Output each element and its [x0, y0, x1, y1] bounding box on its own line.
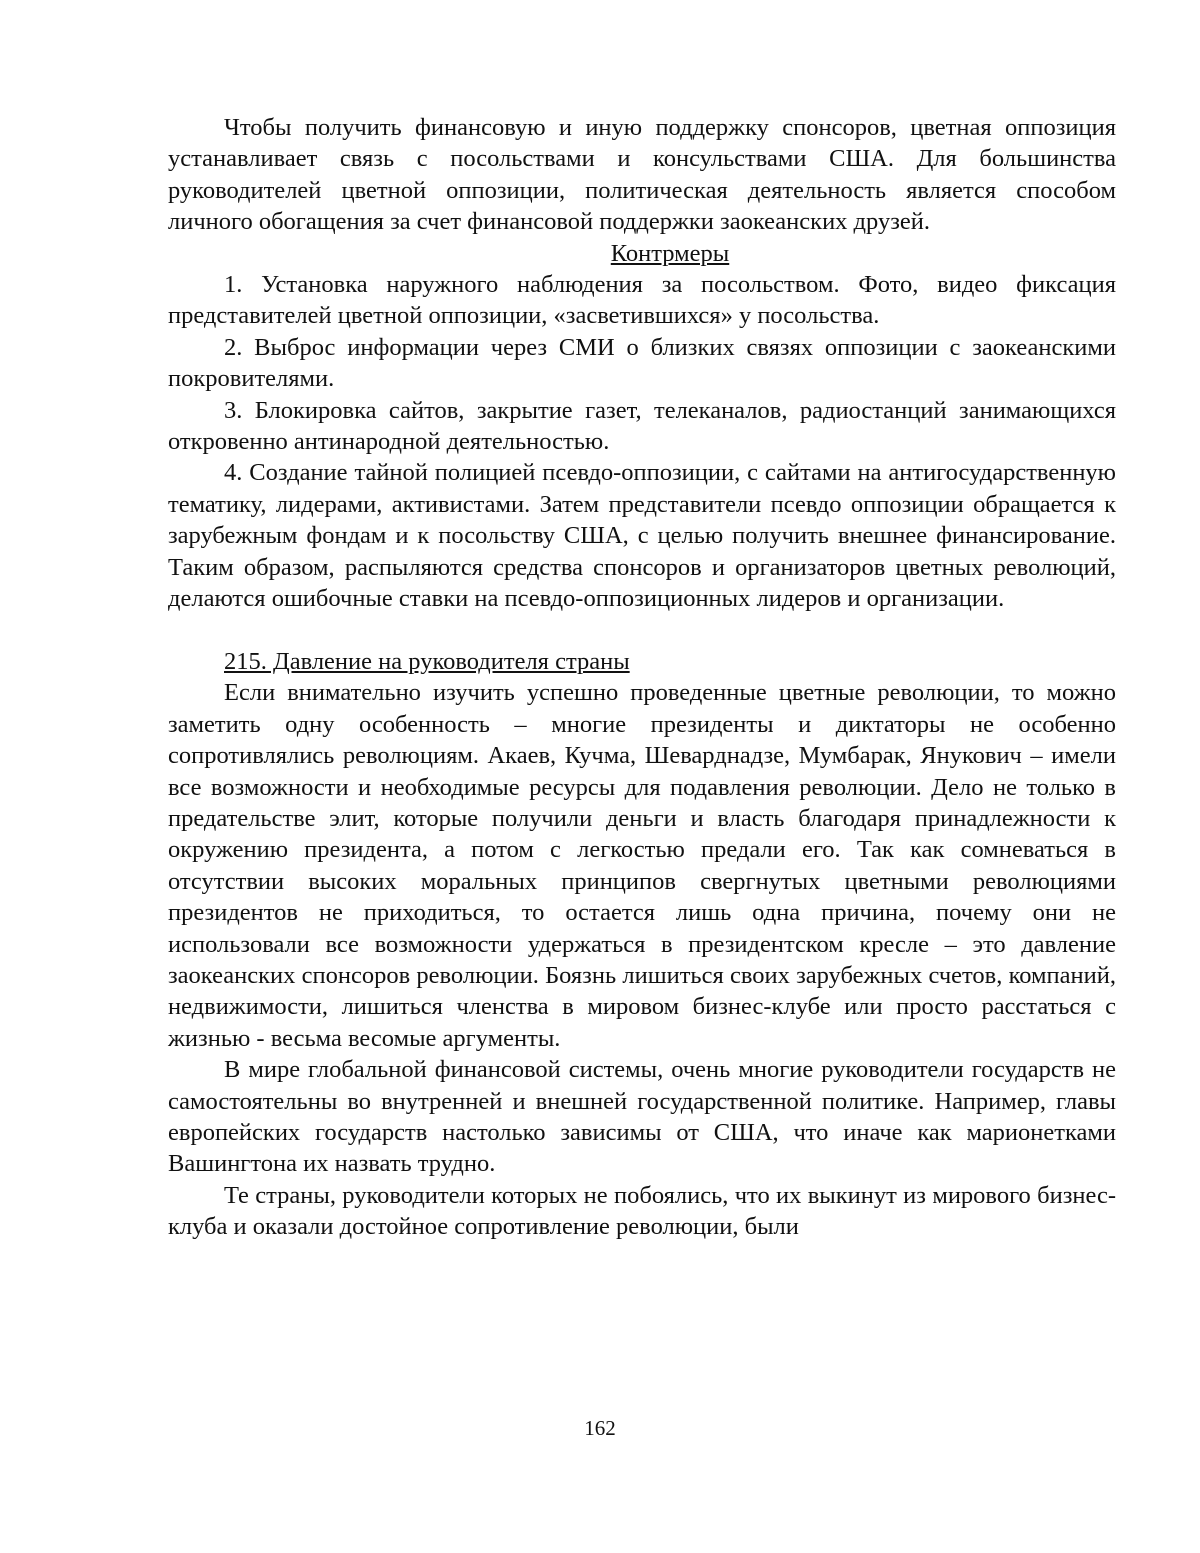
- page-number: 162: [584, 1416, 616, 1440]
- countermeasure-item-2: 2. Выброс информации через СМИ о близких связях оппозиции с заокеанскими покровителями.: [168, 333, 1116, 393]
- section-heading: [168, 646, 1116, 677]
- countermeasures-heading: [168, 238, 1116, 269]
- document-page: [168, 112, 1116, 1243]
- countermeasure-item-1: 1. Установка наружного наблюдения за посольством. Фото, видео фиксация представителей цветной оппозиции, «засветившихся» у посольства.: [168, 271, 1116, 330]
- intro-paragraph: Чтобы получить финансовую и иную поддержку спонсоров, цветная оппозиция устанавливает связь с посольствами и консульствами США. Для большинства руководителей цветной оппозиции, политическая деятельность является способом личного обогащения за счет финансовой поддержки заокеанских друзей.: [168, 114, 1116, 236]
- countermeasure-item-4: 4. Создание тайной полицией псевдо-оппозиции, с сайтами на антигосударственную тематику, лидерами, активистами. Затем представители псевдо оппозиции обращается к зарубежным фондам и к посольству США, с целью получить внешнее финансирование. Таким образом, распыляются средства спонсоров и организаторов цветных революций, делаются ошибочные ставки на псевдо-оппозиционных лидеров и организации.: [168, 459, 1116, 613]
- countermeasure-item-3: 3. Блокировка сайтов, закрытие газет, телеканалов, радиостанций занимающихся откровенно антинародной деятельностью.: [168, 396, 1116, 456]
- countermeasures-heading-text: Контрмеры: [610, 239, 730, 267]
- section-paragraph-1: Если внимательно изучить успешно проведенные цветные революции, то можно заметить одну особенность – многие президенты и диктаторы не особенно сопротивлялись революциям. Акаев, Кучма, Шеварднадзе, Мумбарак, Янукович – имели все возможности и необходимые ресурсы для подавления революции. Дело не только в предательстве элит, которые получили деньги и власть благодаря принадлежности к окружению президента, а потом с легкостью предали его. Так как сомневаться в отсутствии высоких моральных принципов свергнутых цветными революциями президентов не приходиться, то остается лишь одна причина, почему они не использовали все возможности удержаться в президентском кресле – это давление заокеанских спонсоров революции. Боязнь лишиться своих зарубежных счетов, компаний, недвижимости, лишиться членства в мировом бизнес-клубе или просто расстаться с жизнью - весьма весомые аргументы.: [168, 679, 1116, 1052]
- section-paragraph-3: Те страны, руководители которых не побоялись, что их выкинут из мирового бизнес-клуба и оказали достойное сопротивление революции, были: [168, 1181, 1116, 1241]
- section-paragraph-2: В мире глобальной финансовой системы, очень многие руководители государств не самостоятельны во внутренней и внешней государственной политике. Например, главы европейских государств настолько зависимы от США, что иначе как марионетками Вашингтона их назвать трудно.: [168, 1056, 1116, 1178]
- section-heading-text: 215. Давление на руководителя страны: [224, 647, 630, 675]
